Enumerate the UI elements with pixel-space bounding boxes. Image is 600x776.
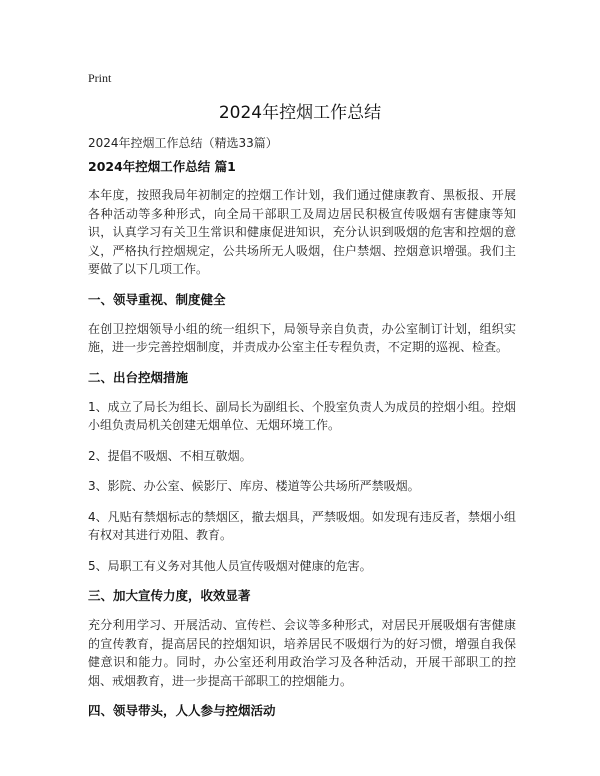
section-2-paragraph-3: 3、影院、办公室、候影厅、库房、楼道等公共场所严禁吸烟。 — [88, 479, 420, 493]
article-heading: 2024年控烟工作总结 篇1 — [88, 159, 236, 174]
page-title: 2024年控烟工作总结 — [218, 103, 382, 123]
document-subtitle: 2024年控烟工作总结（精选33篇） — [88, 136, 278, 150]
section-1-paragraph-1: 在创卫控烟领导小组的统一组织下，局领导亲自负责，办公室制订计划，组织实施，进一步完善控烟制度，并责成办公室主任专程负责，不定期的巡视、检查。 — [88, 321, 516, 354]
section-2-paragraph-4: 4、凡贴有禁烟标志的禁烟区，撤去烟具，严禁吸烟。如发现有违反者，禁烟小组有权对其进行劝阻、教育。 — [88, 509, 516, 542]
section-2-title: 二、出台控烟措施 — [88, 369, 189, 385]
section-2-paragraph-2: 2、提倡不吸烟、不相互敬烟。 — [88, 448, 252, 463]
article-body — [88, 158, 516, 731]
section-4-title: 四、领导带头，人人参与控烟活动 — [88, 703, 276, 718]
intro-paragraph: 本年度，按照我局年初制定的控烟工作计划，我们通过健康教育、黑板报、开展各种活动等多种形式，向全局干部职工及周边居民积极宣传吸烟有害健康等知识，认真学习有关卫生常识和健康促进知识，充分认识到吸烟的危害和控烟的意义，严格执行控烟规定，公共场所无人吸烟，住户禁烟、控烟意识增强。我们主要做了以下几项工作。 — [88, 188, 516, 276]
section-2-paragraph-5: 5、局职工有义务对其他人员宣传吸烟对健康的危害。 — [88, 558, 372, 573]
section-3-title: 三、加大宣传力度，收效显著 — [88, 588, 251, 603]
section-3-paragraph-1: 充分利用学习、开展活动、宣传栏、会议等多种形式，对居民开展吸烟有害健康的宣传教育，提高居民的控烟知识，培养居民不吸烟行为的好习惯，增强自我保健意识和能力。同时，办公室还利用政治学习及各种活动，开展干部职工的控烟、戒烟教育，进一步提高干部职工的控烟能力。 — [88, 618, 516, 688]
section-1-title: 一、领导重视、制度健全 — [88, 291, 226, 307]
section-2-paragraph-1: 1、成立了局长为组长、副局长为副组长、个股室负责人为成员的控烟小组。控烟小组负责局机关创建无烟单位、无烟环境工作。 — [88, 399, 516, 432]
print-label: Print — [88, 71, 112, 85]
